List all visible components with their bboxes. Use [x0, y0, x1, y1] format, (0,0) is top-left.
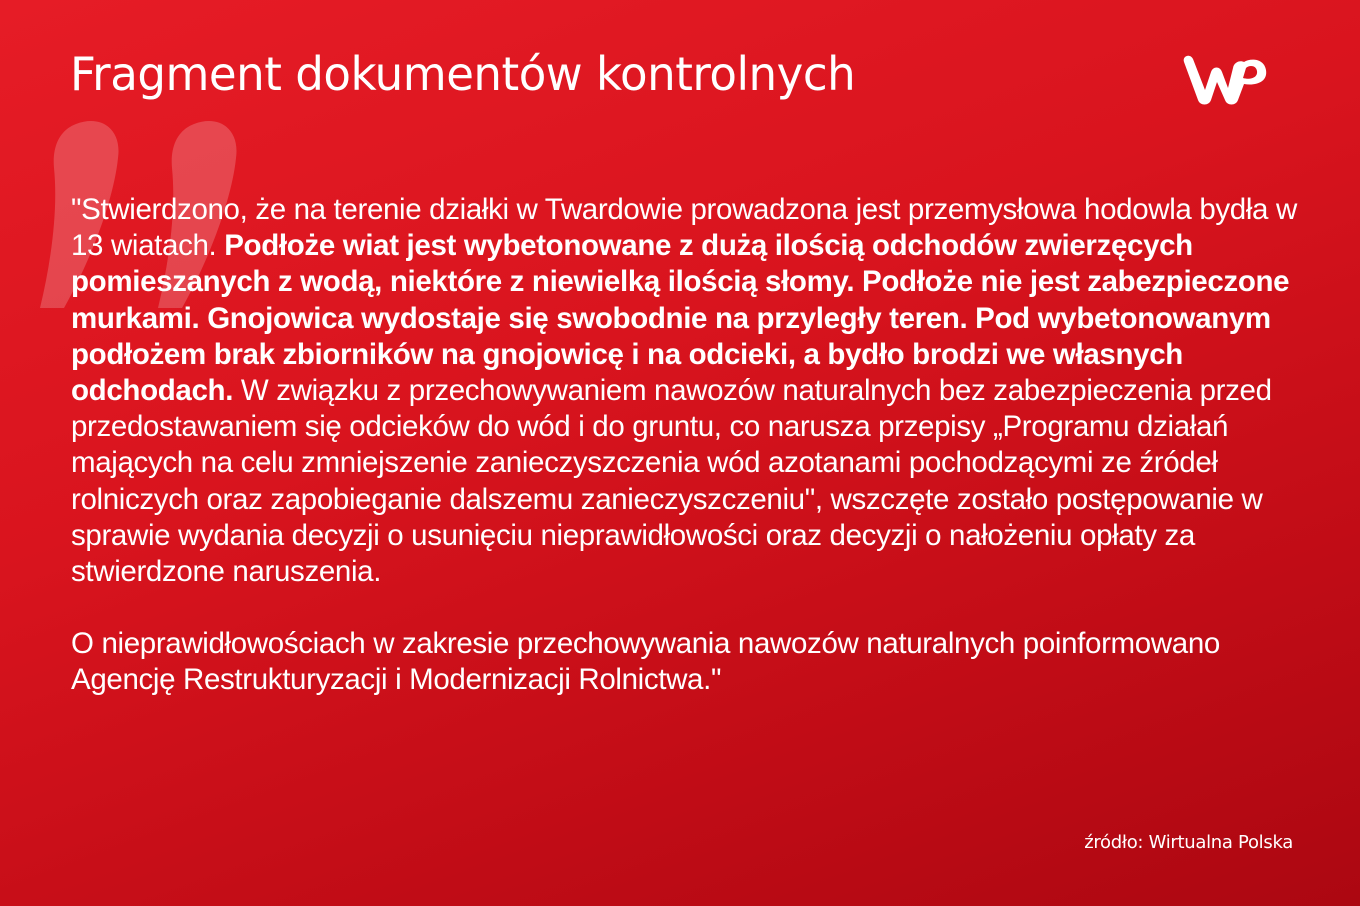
- page-title: Fragment dokumentów kontrolnych: [70, 47, 856, 101]
- quote-paragraph-1: [71, 192, 1321, 590]
- source-credit: źródło: Wirtualna Polska: [1084, 832, 1293, 853]
- quote-text-regular-continuation: W związku z przechowywaniem nawozów naturalnych bez zabezpieczenia przed przedostawaniem się odcieków do wód i do gruntu, co narusza przepisy „Programu działań mających na celu zmniejszenie zanieczyszczenia wód azotanami pochodzącymi ze źródeł rolniczych oraz zapobieganie dalszemu zanieczyszczeniu", wszczęte zostało postępowanie w sprawie wydania decyzji o usunięciu nieprawidłowości oraz decyzji o nałożeniu opłaty za stwierdzone naruszenia.: [71, 374, 1272, 589]
- wp-logo-icon: [1178, 50, 1270, 106]
- quote-text-bold-highlight: Podłoże wiat jest wybetonowane z dużą ilością odchodów zwierzęcych pomieszanych z wodą, niektóre z niewielką ilością słomy. Podłoże nie jest zabezpieczone murkami. Gnojowica wydostaje się swobodnie na przyległy teren. Pod wybetonowanym podłożem brak zbiorników na gnojowicę i na odcieki, a bydło brodzi we własnych odchodach.: [71, 229, 1290, 408]
- quote-paragraph-2: O nieprawidłowościach w zakresie przechowywania nawozów naturalnych poinformowano Agencję Restrukturyzacji i Modernizacji Rolnictwa.": [71, 627, 1220, 697]
- quote-text-regular-intro: "Stwierdzono, że na terenie działki w Twardowie prowadzona jest przemysłowa hodowla bydła w 13 wiatach.: [71, 193, 1297, 263]
- quote-text: [71, 192, 1321, 699]
